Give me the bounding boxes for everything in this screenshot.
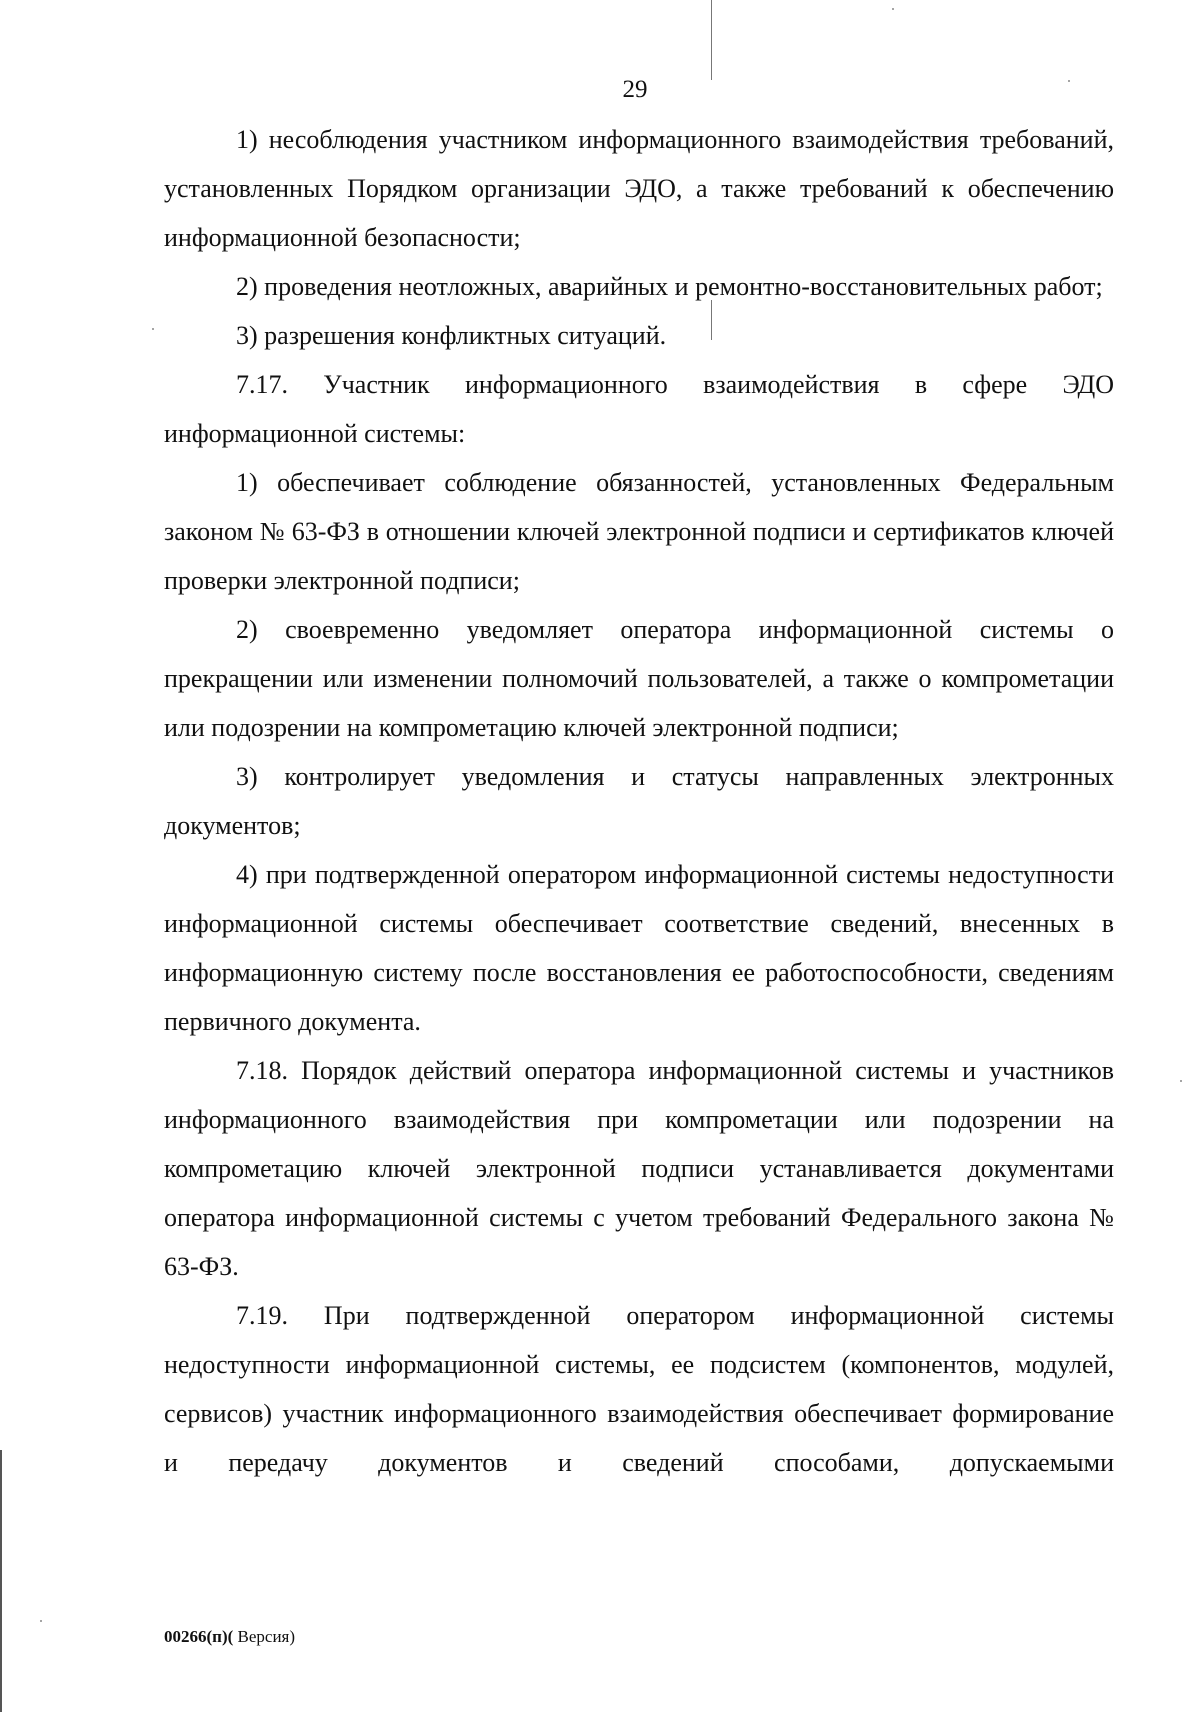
scan-artifact-line xyxy=(711,0,712,80)
paragraph: 1) обеспечивает соблюдение обязанностей, установленных Федеральным законом № 63-ФЗ в отношении ключей электронной подписи и сертификатов ключей проверки электронной подписи; xyxy=(164,468,1114,595)
document-footer-code xyxy=(164,1626,295,1648)
paragraph: 3) разрешения конфликтных ситуаций. xyxy=(236,321,667,350)
scan-artifact-speck xyxy=(40,1620,42,1622)
page-number: 29 xyxy=(622,76,648,103)
paragraph: 4) при подтвержденной оператором информационной системы недоступности информационной системы обеспечивает соответствие сведений, внесенных в информационную систему после восстановления ее работоспособности, сведениям первичного документа. xyxy=(164,860,1114,1036)
scan-artifact-line xyxy=(0,1450,2,1712)
paragraph: 2) своевременно уведомляет оператора информационной системы о прекращении или изменении полномочий пользователей, а также о компрометации или подозрении на компрометацию ключей электронной подписи; xyxy=(164,615,1114,742)
scan-artifact-speck xyxy=(152,328,154,330)
scan-artifact-speck xyxy=(892,8,894,10)
paragraph: 7.19. При подтвержденной оператором информационной системы недоступности информационной системы, ее подсистем (компонентов, модулей, сервисов) участник информационного взаимодействия обеспечивает формирование и передачу документов и сведений способами, допускаемыми xyxy=(164,1301,1114,1477)
scan-artifact-speck xyxy=(1180,1080,1182,1082)
footer-code-number: 00266(п)( xyxy=(164,1627,234,1646)
footer-version-label: Версия) xyxy=(233,1627,296,1646)
paragraph: 3) контролирует уведомления и статусы направленных электронных документов; xyxy=(164,762,1114,840)
paragraph: 7.17. Участник информационного взаимодействия в сфере ЭДО информационной системы: xyxy=(164,370,1114,448)
document-body xyxy=(164,115,1114,1487)
paragraph: 7.18. Порядок действий оператора информационной системы и участников информационного взаимодействия при компрометации или подозрении на компрометацию ключей электронной подписи устанавливается документами оператора информационной системы с учетом требований Федерального закона № 63-ФЗ. xyxy=(164,1056,1114,1281)
paragraph: 1) несоблюдения участником информационного взаимодействия требований, установленных Порядком организации ЭДО, а также требований к обеспечению информационной безопасности; xyxy=(164,125,1114,252)
paragraph: 2) проведения неотложных, аварийных и ремонтно-восстановительных работ; xyxy=(236,272,1103,301)
